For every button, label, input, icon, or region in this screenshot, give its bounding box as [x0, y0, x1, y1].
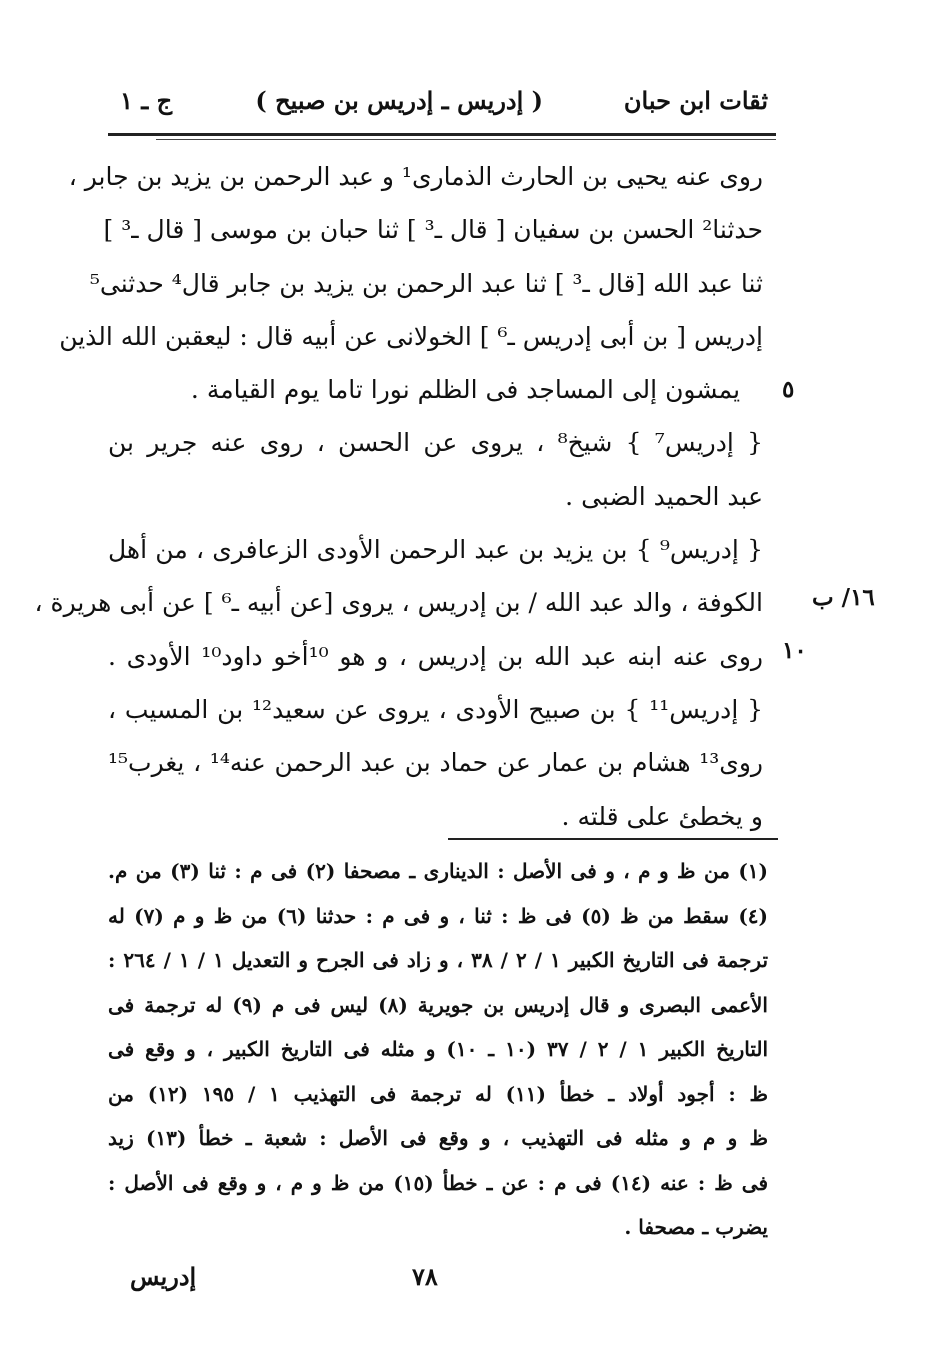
- page-footer: [112, 1262, 768, 1302]
- catchword: إدريس: [130, 1262, 197, 1291]
- main-text: [34, 150, 764, 843]
- text-line: روى عنه يحيى بن الحارث الذمارى¹ و عبد الرحمن بن يزيد بن جابر ،: [68, 162, 763, 191]
- footnote-line: (١) من ظ و م ، و فى الأصل : الدينارى ـ مصحفا (٢) فى م : ثنا (٣) من م.: [108, 859, 769, 883]
- text-line: روى عنه ابنه عبد الله بن إدريس ، و هو ¹⁰أخو داود¹⁰ الأودى .: [108, 641, 764, 671]
- footnote-line: فى ظ : عنه (١٤) فى م : عن ـ خطأ (١٥) من ظ و م ، و وقع فى الأصل :: [108, 1170, 768, 1195]
- text-line: حدثنا² الحسن بن سفيان [ قال ـ³ ] ثنا حبان بن موسى [ قال ـ³ ]: [103, 215, 763, 245]
- text-line: { إدريس⁹ } بن يزيد بن عبد الرحمن الأودى الزعافرى ، من أهل: [108, 535, 763, 565]
- margin-folio-reference: ١٦/ ب: [812, 584, 875, 611]
- margin-line-number: ١٠: [782, 637, 807, 664]
- text-line: روى¹³ هشام بن عمار عن حماد بن عبد الرحمن عنه¹⁴ ، يغرب¹⁵: [108, 748, 763, 778]
- footnotes: [108, 849, 768, 1250]
- header-rule-thin: [156, 139, 776, 140]
- page-number: ٧٨: [412, 1262, 438, 1291]
- header-rule: [108, 133, 776, 136]
- text-line: و يخطئ على قلته .: [561, 801, 763, 831]
- text-line: الكوفة ، والد عبد الله / بن إدريس ، يروى [عن أبيه ـ⁶ ] عن أبى هريرة ،: [34, 588, 763, 618]
- footnote-line: يضرب ـ مصحفا .: [624, 1215, 768, 1239]
- text-line: { إدريس⁷ } شيخ⁸ ، يروى عن الحسن ، روى عنه جرير بن: [108, 428, 763, 458]
- footnote-line: (٤) سقط من ظ (٥) فى ظ : ثنا ، و فى م : حدثنا (٦) من ظ و م (٧) له: [108, 903, 768, 928]
- volume-label: ج ـ ١: [120, 86, 173, 115]
- header-topic: ( إدريس ـ إدريس بن صبيح ): [255, 86, 543, 115]
- footnote-rule: [448, 838, 778, 840]
- text-line: عبد الحميد الضبى .: [565, 481, 763, 511]
- text-line: { إدريس¹¹ } بن صبيح الأودى ، يروى عن سعيد¹² بن المسيب ،: [108, 694, 764, 724]
- footnote-line: ظ و م و مثله فى التهذيب ، و وقع فى الأصل : شعبة ـ خطأ (١٣) زيد: [108, 1126, 768, 1150]
- running-header: [112, 86, 768, 126]
- footnote-line: ظ : أجود أولاد ـ خطأ (١١) له ترجمة فى التهذيب ١ / ١٩٥ (١٢) من: [108, 1081, 768, 1106]
- footnote-line: الأعمى البصرى و قال إدريس بن جويرية (٨) ليس فى م (٩) له ترجمة فى: [108, 992, 768, 1017]
- text-line: إدريس [ بن أبى إدريس ـ⁶ ] الخولانى عن أبيه قال : ليعقبن الله الذين: [59, 321, 763, 351]
- footnote-line: التاريخ الكبير ١ / ٢ / ٣٧ (١٠ ـ ١٠) و مثله فى التاريخ الكبير ، و وقع فى: [108, 1037, 769, 1061]
- footnote-line: ترجمة فى التاريخ الكبير ١ / ٢ / ٣٨ ، و زاد فى الجرح و التعديل ١ / ١ / ٢٦٤ :: [108, 948, 769, 972]
- text-line: يمشون إلى المساجد فى الظلم نورا تاما يوم القيامة .: [190, 375, 741, 405]
- margin-line-number: ٥: [782, 376, 795, 403]
- text-line: ثنا عبد الله [قال ـ³ ] ثنا عبد الرحمن بن يزيد بن جابر قال⁴ حدثنى⁵: [89, 268, 763, 298]
- book-title: ثقات ابن حبان: [623, 86, 768, 115]
